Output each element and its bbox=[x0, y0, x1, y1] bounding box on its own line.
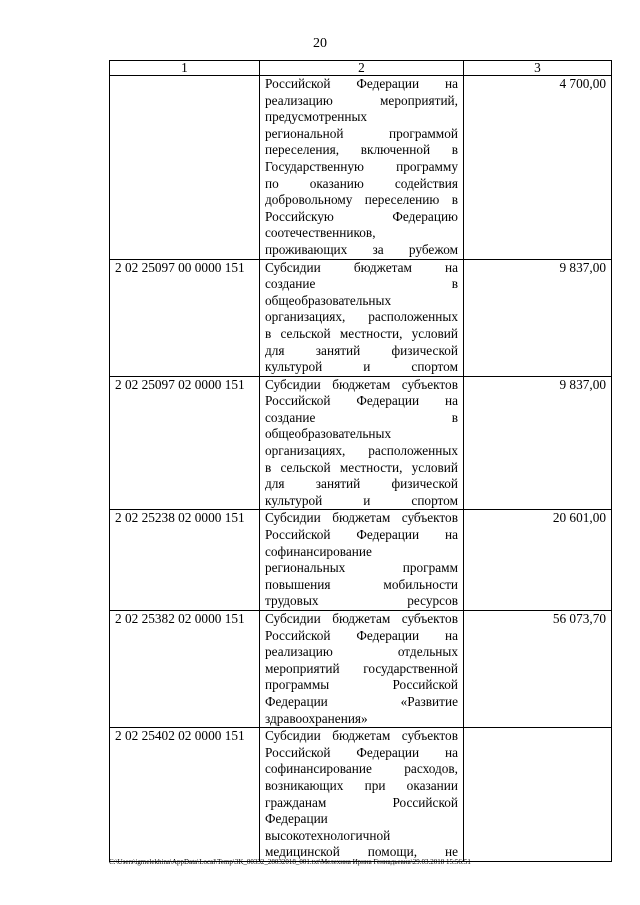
description-line: реализацию мероприятий, bbox=[265, 92, 458, 108]
table-row bbox=[110, 259, 612, 376]
description-line: Субсидии бюджетам субъектов bbox=[265, 510, 458, 526]
budget-code-cell: 2 02 25402 02 0000 151 bbox=[110, 728, 260, 862]
description-line: софинансирование bbox=[265, 543, 372, 559]
amount-cell: 56 073,70 bbox=[464, 611, 612, 728]
description-line: культурой и спортом bbox=[265, 359, 458, 375]
amount-cell: 4 700,00 bbox=[464, 76, 612, 260]
description-line: Российской Федерации на bbox=[265, 744, 458, 760]
description-line: проживающих за рубежом bbox=[265, 241, 458, 257]
description-line: переселения, включенной в bbox=[265, 142, 458, 158]
description-cell bbox=[260, 510, 464, 611]
file-path-footer: C:\Users\igmelekhina\AppData\Local\Temp\3K_00332_28032018_001.txt\Мелехина Ирина Геннадьевна\29.03.2018 15:56:51 bbox=[109, 858, 471, 866]
description-cell bbox=[260, 259, 464, 376]
description-line: по оказанию содействия bbox=[265, 175, 458, 191]
description-line: софинансирование расходов, bbox=[265, 761, 458, 777]
description-cell bbox=[260, 728, 464, 862]
description-line: создание в bbox=[265, 409, 458, 425]
description-line: для занятий физической bbox=[265, 342, 458, 358]
description-line: соотечественников, bbox=[265, 225, 376, 241]
column-header: 2 bbox=[260, 61, 464, 76]
description-line: реализацию отдельных bbox=[265, 644, 458, 660]
description-cell bbox=[260, 376, 464, 510]
table-row bbox=[110, 76, 612, 260]
budget-code-cell: 2 02 25097 00 0000 151 bbox=[110, 259, 260, 376]
description-cell bbox=[260, 611, 464, 728]
description-line: программы Российской bbox=[265, 677, 458, 693]
description-line: возникающих при оказании bbox=[265, 777, 458, 793]
amount-cell bbox=[464, 728, 612, 862]
description-line: гражданам Российской bbox=[265, 794, 458, 810]
table-header-row bbox=[110, 61, 612, 76]
description-line: Субсидии бюджетам субъектов bbox=[265, 728, 458, 744]
budget-code-cell: 2 02 25097 02 0000 151 bbox=[110, 376, 260, 510]
budget-code-cell bbox=[110, 76, 260, 260]
description-line: создание в bbox=[265, 276, 458, 292]
description-line: здравоохранения» bbox=[265, 710, 368, 726]
table-row bbox=[110, 611, 612, 728]
description-line: в сельской местности, условий bbox=[265, 459, 458, 475]
description-line: Российской Федерации на bbox=[265, 393, 458, 409]
description-line: предусмотренных bbox=[265, 109, 368, 125]
table-row bbox=[110, 510, 612, 611]
description-line: организациях, расположенных bbox=[265, 309, 458, 325]
budget-table bbox=[109, 60, 612, 862]
table-row bbox=[110, 376, 612, 510]
table-row bbox=[110, 728, 612, 862]
amount-cell: 20 601,00 bbox=[464, 510, 612, 611]
description-line: медицинской помощи, не bbox=[265, 844, 458, 860]
description-line: Субсидии бюджетам субъектов bbox=[265, 611, 458, 626]
description-line: общеобразовательных bbox=[265, 292, 392, 308]
description-line: добровольному переселению в bbox=[265, 192, 458, 208]
description-line: Федерации «Развитие bbox=[265, 693, 458, 709]
description-line: Государственную программу bbox=[265, 158, 458, 174]
description-line: Субсидии бюджетам субъектов bbox=[265, 376, 458, 392]
description-line: Российскую Федерацию bbox=[265, 208, 458, 224]
description-line: культурой и спортом bbox=[265, 492, 458, 508]
budget-code-cell: 2 02 25238 02 0000 151 bbox=[110, 510, 260, 611]
description-line: организациях, расположенных bbox=[265, 443, 458, 459]
description-line: повышения мобильности bbox=[265, 576, 458, 592]
description-line: Федерации bbox=[265, 811, 328, 827]
description-line: в сельской местности, условий bbox=[265, 325, 458, 341]
amount-cell: 9 837,00 bbox=[464, 259, 612, 376]
page-number: 20 bbox=[313, 36, 327, 51]
description-cell bbox=[260, 76, 464, 260]
column-header: 3 bbox=[464, 61, 612, 76]
description-line: региональных программ bbox=[265, 560, 458, 576]
description-line: высокотехнологичной bbox=[265, 827, 391, 843]
description-line: Российской Федерации на bbox=[265, 76, 458, 91]
description-line: общеобразовательных bbox=[265, 426, 392, 442]
budget-code-cell: 2 02 25382 02 0000 151 bbox=[110, 611, 260, 728]
description-line: Субсидии бюджетам на bbox=[265, 259, 458, 275]
description-line: для занятий физической bbox=[265, 476, 458, 492]
description-line: Российской Федерации на bbox=[265, 527, 458, 543]
amount-cell: 9 837,00 bbox=[464, 376, 612, 510]
description-line: региональной программой bbox=[265, 125, 458, 141]
description-line: трудовых ресурсов bbox=[265, 593, 458, 609]
description-line: Российской Федерации на bbox=[265, 627, 458, 643]
column-header: 1 bbox=[110, 61, 260, 76]
description-line: мероприятий государственной bbox=[265, 660, 458, 676]
